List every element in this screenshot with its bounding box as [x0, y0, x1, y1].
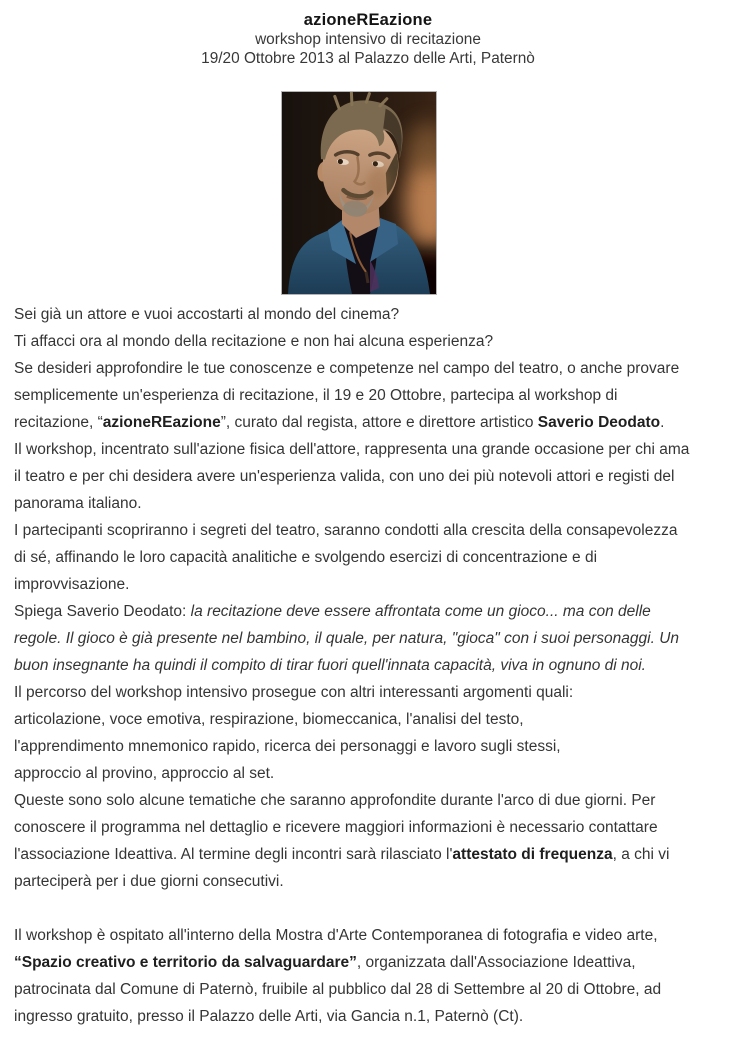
paragraph-block	[14, 301, 726, 895]
italic-text-run: la recitazione deve essere affrontata come un gioco... ma con delle	[190, 603, 651, 620]
text-run: Il workshop è ospitato all'interno della Mostra d'Arte Contemporanea di fotografia e video arte,	[14, 927, 658, 944]
paragraph-block	[14, 922, 726, 1030]
text-run: Ti affacci ora al mondo della recitazione e non hai alcuna esperienza?	[14, 333, 494, 350]
subtitle-date-location: 19/20 Ottobre 2013 al Palazzo delle Arti, Paternò	[201, 50, 535, 68]
text-run: conoscere il programma nel dettaglio e ricevere maggiori informazioni è necessario contattare	[14, 819, 658, 836]
text-run: ”, curato dal regista, attore e direttore artistico	[220, 414, 538, 431]
text-run: panorama italiano.	[14, 495, 142, 512]
page-title: azioneREazione	[303, 11, 433, 29]
bold-text-run: attestato di frequenza	[452, 846, 613, 863]
text-line	[14, 949, 726, 976]
text-run: I partecipanti scopriranno i segreti del teatro, saranno condotti alla crescita della consapevolezza	[14, 522, 678, 539]
text-run: l'associazione Ideattiva. Al termine degli incontri sarà rilasciato l'	[14, 846, 453, 863]
text-run: recitazione, “	[14, 414, 103, 431]
text-line	[14, 841, 726, 868]
text-line	[14, 598, 726, 625]
text-line	[14, 976, 726, 1003]
text-line	[14, 814, 726, 841]
text-run: Queste sono solo alcune tematiche che saranno approfondite durante l'arco di due giorni. Per	[14, 792, 656, 809]
text-run: di sé, affinando le loro capacità analitiche e svolgendo esercizi di concentrazione e di	[14, 549, 598, 566]
text-run: l'apprendimento mnemonico rapido, ricerca dei personaggi e lavoro sugli stessi,	[14, 738, 561, 755]
text-line	[14, 409, 726, 436]
text-run: Sei già un attore e vuoi accostarti al mondo del cinema?	[14, 306, 400, 323]
text-line	[14, 652, 726, 679]
text-run: Il percorso del workshop intensivo prosegue con altri interessanti argomenti quali:	[14, 684, 574, 701]
text-run: articolazione, voce emotiva, respirazione, biomeccanica, l'analisi del testo,	[14, 711, 524, 728]
article-body	[14, 301, 726, 1030]
text-line	[14, 544, 726, 571]
text-line	[14, 571, 726, 598]
portrait-illustration	[282, 92, 436, 294]
text-run: ingresso gratuito, presso il Palazzo delle Arti, via Gancia n.1, Paternò (Ct).	[14, 1008, 524, 1025]
text-line	[14, 679, 726, 706]
text-line	[14, 787, 726, 814]
text-line	[14, 1003, 726, 1030]
bold-text-run: azioneREazione	[102, 414, 221, 431]
text-run: improvvisazione.	[14, 576, 130, 593]
text-run: semplicemente un'esperienza di recitazione, il 19 e 20 Ottobre, partecipa al workshop di	[14, 387, 618, 404]
text-line	[14, 382, 726, 409]
text-run: Il workshop, incentrato sull'azione fisica dell'attore, rappresenta una grande occasione per chi ama	[14, 441, 690, 458]
text-line	[14, 436, 726, 463]
bold-text-run: Saverio Deodato	[537, 414, 661, 431]
text-run: patrocinata dal Comune di Paternò, fruibile al pubblico dal 28 di Settembre al 20 di Ottobre, ad	[14, 981, 662, 998]
text-run: Se desideri approfondire le tue conoscenze e competenze nel campo del teatro, o anche provare	[14, 360, 680, 377]
subtitle-workshop: workshop intensivo di recitazione	[255, 31, 481, 48]
text-run: il teatro e per chi desidera avere un'esperienza valida, con uno dei più notevoli attori e registi del	[14, 468, 675, 485]
italic-text-run: regole. Il gioco è già presente nel bambino, il quale, per natura, "gioca" con i suoi personaggi. Un	[14, 630, 680, 647]
text-run: Spiega Saverio Deodato:	[14, 603, 191, 620]
text-line	[14, 463, 726, 490]
document-header	[0, 10, 736, 69]
text-run: .	[660, 414, 665, 431]
text-line	[14, 922, 726, 949]
text-line	[14, 517, 726, 544]
text-run: parteciperà per i due giorni consecutivi.	[14, 873, 284, 890]
text-run: approccio al provino, approccio al set.	[14, 765, 275, 782]
bold-text-run: “Spazio creativo e territorio da salvaguardare”	[14, 954, 357, 971]
text-line	[14, 733, 726, 760]
text-run: , a chi vi	[612, 846, 670, 863]
text-line	[14, 355, 726, 382]
text-line	[14, 301, 726, 328]
text-line	[14, 490, 726, 517]
text-line	[14, 625, 726, 652]
text-line	[14, 868, 726, 895]
text-line	[14, 328, 726, 355]
text-line	[14, 760, 726, 787]
italic-text-run: buon insegnante ha quindi il compito di tirar fuori quell'innata capacità, viva in ognuno di noi.	[14, 657, 646, 674]
text-run: , organizzata dall'Associazione Ideattiva,	[356, 954, 636, 971]
portrait-photo	[281, 91, 437, 295]
text-line	[14, 706, 726, 733]
